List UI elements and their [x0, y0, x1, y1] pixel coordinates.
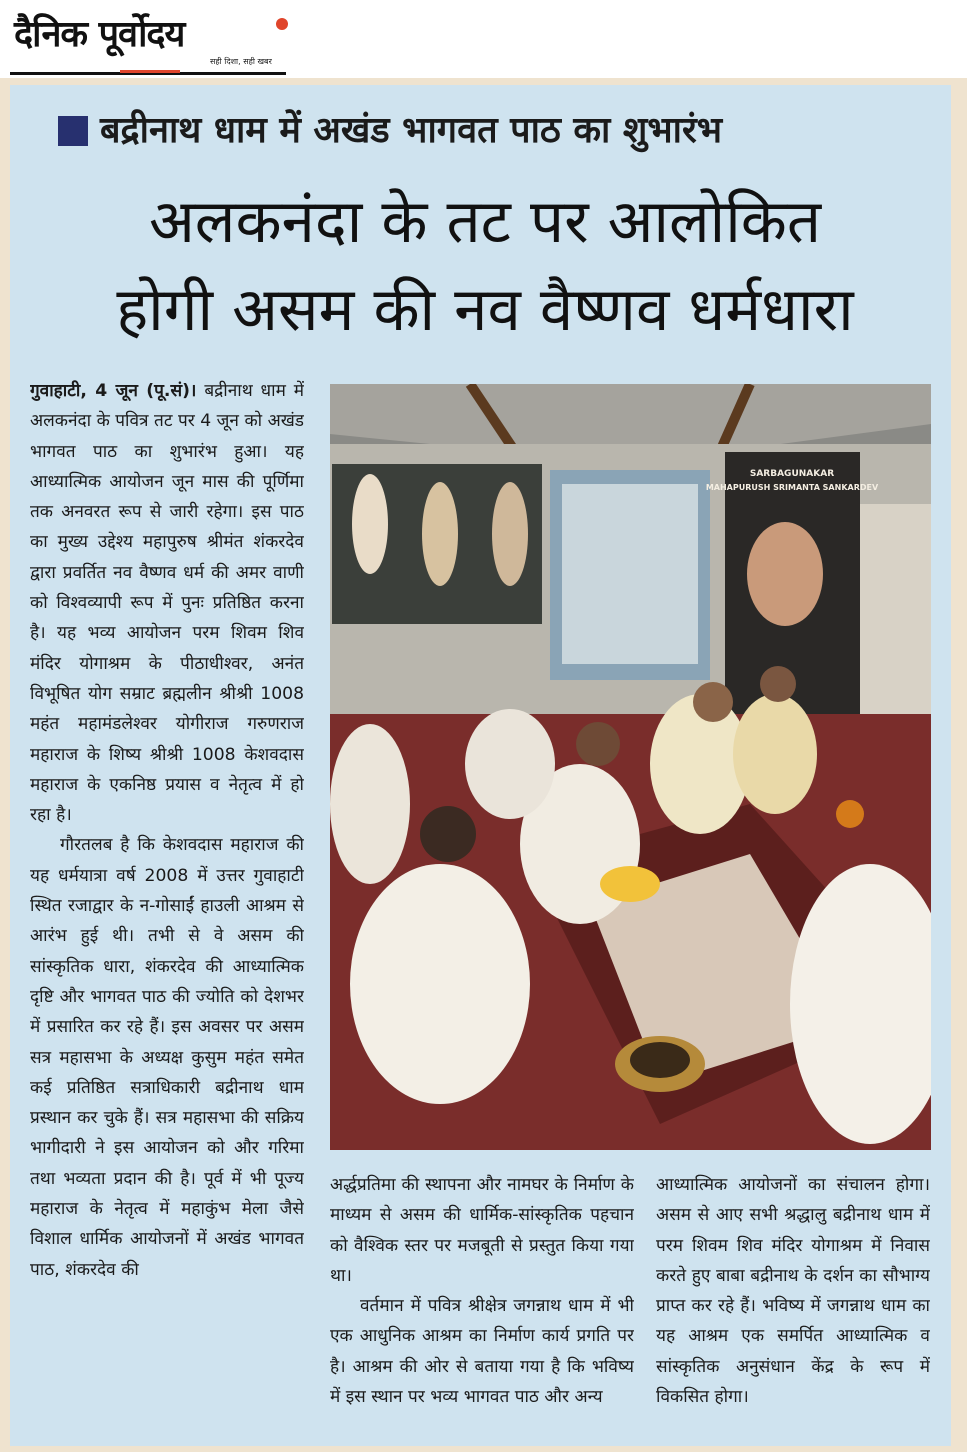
devotee-elder-head: [693, 682, 733, 722]
logo-dot-icon: [276, 18, 288, 30]
photo-illustration: [330, 384, 931, 1150]
square-bullet-icon: [58, 116, 88, 146]
devotee-front: [350, 864, 530, 1104]
masthead-tagline: सही दिशा, सही खबर: [210, 57, 272, 66]
paragraph-1-text: बद्रीनाथ धाम में अलकनंदा के पवित्र तट पर 4 जून को अखंड भागवत पाठ का शुभारंभ हुआ। यह आध्यात्मिक आयोजन जून मास की पूर्णिमा तक अनवरत रूप से जारी रहेगा। इस पाठ का मुख्य उद्देश्य महापुरुष श्रीमंत शंकरदेव द्वारा प्रवर्तित नव वैष्णव धर्म की अमर वाणी को विश्वव्यापी रूप में पुनः प्रतिष्ठित करना है। यह भव्य आयोजन परम शिवम शिव मंदिर योगाश्रम के पीठाधीश्वर, अनंत विभूषित योग सम्राट ब्रह्मलीन श्रीश्री 1008 महंत महामंडलेश्वर योगीराज गरुणराज महाराज के शिष्य श्रीश्री 1008 केशवदास महाराज के एकनिष्ठ प्रयास व नेतृत्व में हो रहा है।: [30, 381, 304, 826]
dateline: गुवाहाटी, 4 जून (पू.सं)।: [30, 381, 197, 401]
masthead: [10, 6, 290, 72]
masthead-accent-rule: [120, 70, 180, 73]
headline-line-1: अलकनंदा के तट पर आलोकित: [148, 187, 822, 257]
devotee-front-head: [420, 806, 476, 862]
dancer-3: [492, 482, 528, 586]
devotee-middle-head: [576, 722, 620, 766]
painting-inner: [562, 484, 698, 664]
headline: [40, 178, 930, 354]
newspaper-logo: दैनिक पूर्वोदय: [14, 13, 185, 55]
article-column-3: [656, 1170, 930, 1440]
devotee-right-head: [760, 666, 796, 702]
paragraph-2: गौरतलब है कि केशवदास महाराज की यह धर्मयात्रा वर्ष 2008 में उत्तर गुवाहाटी स्थित रजाद्वार के न-गोसाईं हाउली आश्रम से आरंभ हुई थी। तभी से वे असम की सांस्कृतिक धारा, शंकरदेव की आध्यात्मिक दृष्टि और भागवत पाठ की ज्योति को देशभर में प्रसारित कर रहे हैं। इस अवसर पर असम सत्र महासभा के अध्यक्ष कुसुम महंत समेत कई प्रतिष्ठित सत्राधिकारी बद्रीनाथ धाम प्रस्थान कर चुके हैं। सत्र महासभा की सक्रिय भागीदारी ने इस आयोजन को और गरिमा तथा भव्यता प्रदान की है। पूर्व में भी पूज्य महाराज के नेतृत्व में महाकुंभ मेला जैसे विशाल धार्मिक आयोजनों में अखंड भागवत पाठ, शंकरदेव की: [30, 835, 304, 1280]
devotee-back: [465, 709, 555, 819]
banner-line-1: SARBAGUNAKAR: [749, 469, 835, 479]
sankardev-portrait: [747, 522, 823, 626]
banner-line-2: MAHAPURUSH SRIMANTA SANKARDEV: [705, 483, 879, 492]
paragraph-5: आध्यात्मिक आयोजनों का संचालन होगा। असम से आए सभी श्रद्धालु बद्रीनाथ धाम में परम शिवम शिव मंदिर योगाश्रम में निवास करते हुए बाबा बद्रीनाथ के दर्शन का सौभाग्य प्राप्त कर रहे हैं। भविष्य में जगन्नाथ धाम का यह आश्रम एक समर्पित आध्यात्मिक व सांस्कृतिक अनुसंधान केंद्र के रूप में विकसित होगा।: [656, 1175, 930, 1408]
headline-line-2: होगी असम की नव वैष्णव धर्मधारा: [116, 275, 854, 345]
flower-offering: [600, 866, 660, 902]
subheadline-text: बद्रीनाथ धाम में अखंड भागवत पाठ का शुभारंभ: [100, 110, 723, 151]
dancer-1: [352, 474, 388, 574]
article-photo: [330, 384, 931, 1150]
devotee-right: [733, 694, 817, 814]
paragraph-1: [30, 376, 304, 830]
offering-bowl: [836, 800, 864, 828]
article-column-2: [330, 1170, 634, 1440]
article-column-1: [30, 376, 304, 1438]
paragraph-3: अर्द्धप्रतिमा की स्थापना और नामघर के निर्माण के माध्यम से असम की धार्मिक-सांस्कृतिक पहचान को वैश्विक स्तर पर मजबूती से प्रस्तुत किया गया था।: [330, 1175, 634, 1286]
brass-plate-inner: [630, 1042, 690, 1078]
paragraph-4: वर्तमान में पवित्र श्रीक्षेत्र जगन्नाथ धाम में भी एक आधुनिक आश्रम का निर्माण कार्य प्रगति पर है। आश्रम की ओर से बताया गया है कि भविष्य में इस स्थान पर भव्य भागवत पाठ और अन्य: [330, 1296, 634, 1408]
dancer-2: [422, 482, 458, 586]
devotee-left: [330, 724, 410, 884]
